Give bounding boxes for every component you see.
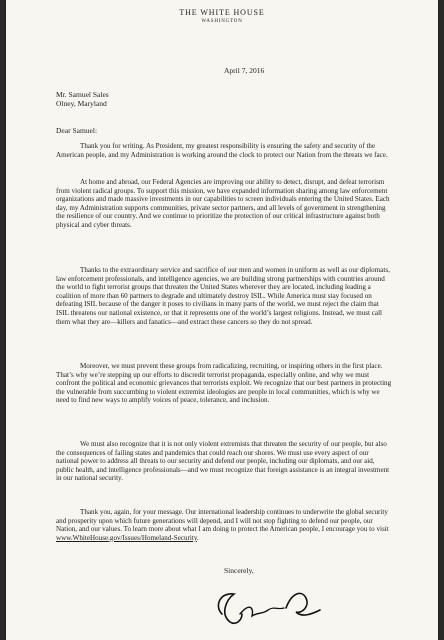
letter-page [6, 0, 438, 640]
paragraph-6-text: Thank you, again, for your message. Our international leadership continues to underwrite the global security and prosperity upon which future generations will depend, and I will not stop fighting to defend our people, our Nation, and our values. To learn more about what I am doing to protect the American people, I encourage you to visit [56, 508, 389, 534]
letterhead [6, 8, 438, 24]
paragraph-1: Thank you for writing. As President, my greatest responsibility is ensuring the safety and security of the American people, and my Administration is working around the clock to protect our Nation from the threats we face. [56, 142, 388, 159]
letterhead-title: THE WHITE HOUSE [179, 8, 265, 17]
recipient-address [56, 90, 109, 108]
salutation: Dear Samuel: [56, 126, 98, 135]
recipient-name: Mr. Samuel Sales [56, 90, 109, 99]
paragraph-6 [56, 508, 392, 542]
paragraph-2: At home and abroad, our Federal Agencies are improving our ability to detect, disrupt, and defeat terrorism from violent radical groups. To support this mission, we have expanded information sharing among law enforcement organizations and made massive investments in our capabilities to screen individuals entering the United States. Each day, my Administration supports communities, private sector partners, and all levels of government in strengthening the resilience of our country. And we continue to prioritize the protection of our critical infrastructure against both physical and cyber threats. [56, 178, 390, 229]
recipient-location: Olney, Maryland [56, 99, 107, 108]
paragraph-5: We must also recognize that it is not only violent extremists that threaten the security of our people, but also the consequences of failing states and pandemics that could reach our shores. We must use every aspect of our national power to address all threats to our security and defend our people, including our diplomats, and our aid, public health, and intelligence professionals—and we must recognize that foreign assistance is an integral investment in our national security. [56, 440, 390, 483]
homeland-security-link[interactable]: www.WhiteHouse.gov/Issues/Homeland-Security [56, 533, 197, 542]
paragraph-4: Moreover, we must prevent these groups from radicalizing, recruiting, or inspiring others in the first place. That’s why we’re stepping up our efforts to discredit terrorist propaganda, especially online, and why we must confront the political and economic grievances that terrorists exploit. We recognize that our best partners in protecting the vulnerable from succumbing to violent extremist ideologies are people in local communities, which is why we need to find new ways to amplify voices of peace, tolerance, and inclusion. [56, 362, 392, 405]
paragraph-6-end: . [196, 533, 199, 542]
letterhead-subtitle: WASHINGTON [201, 19, 243, 24]
closing: Sincerely, [224, 566, 254, 575]
signature-icon [212, 584, 324, 634]
paragraph-3: Thanks to the extraordinary service and sacrifice of our men and women in uniform as well as our diplomats, law enforcement professionals, and intelligence agencies, we are building strong partnerships with countries around the world to fight terrorist groups that threaten the United States wherever they are located, including leading a coalition of more than 60 partners to degrade and ultimately destroy ISIL. While America must stay focused on defeating ISIL because of the danger it poses to civilians in many parts of the world, we must reject the claim that ISIL threatens our national existence, or that it represents one of the world’s largest religions. Instead, we must call them what they are—killers and fanatics—and extract these cancers so they do not spread. [56, 266, 390, 326]
letter-date: April 7, 2016 [224, 66, 265, 75]
